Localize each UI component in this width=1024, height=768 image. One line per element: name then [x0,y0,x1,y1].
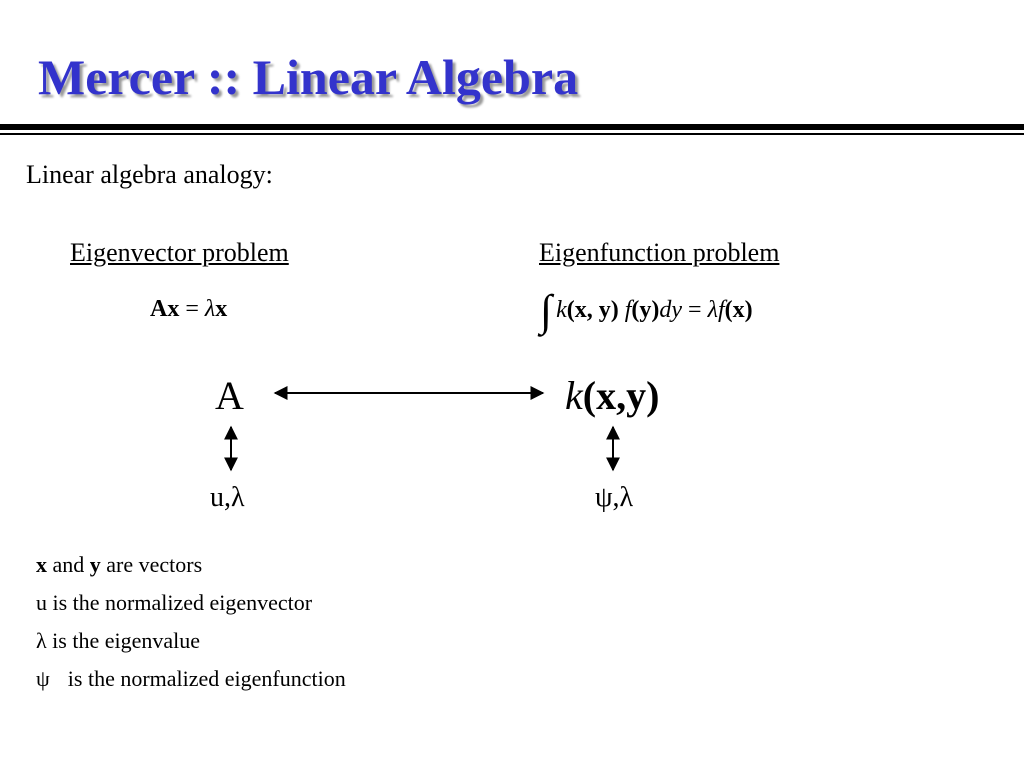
note-vectors [36,552,202,578]
note-eigenfunction-rest: is the normalized eigenfunction [67,666,346,691]
note-y: y [89,552,101,577]
eq-rhs: x [215,296,228,322]
note-vectors-rest: are vectors [100,552,203,577]
eq-lambda-right: λ [707,297,718,323]
eigenfunction-eigenvalue-pair: ψ,λ [595,482,634,513]
slide-title: Mercer :: Linear Algebra [38,49,579,105]
eq-x-arg: (x) [724,297,753,323]
eq-f2: f [717,297,725,323]
note-psi: ψ [36,666,50,691]
kernel-args: (x,y) [582,373,660,418]
intro-text: Linear algebra analogy: [26,160,273,189]
matrix-symbol: A [215,373,244,418]
note-eigenvalue-rest: is the eigenvalue [46,628,201,653]
kernel-k: k [565,373,583,418]
note-eigenvector: u is the normalized eigenvector [36,590,313,615]
eq-k: k [556,297,567,323]
eigenfunction-heading: Eigenfunction problem [539,238,780,267]
eigenvector-heading: Eigenvector problem [70,238,289,267]
eq-y-arg: (y) [631,297,660,323]
integral-sign: ∫ [540,286,553,335]
note-eigenvalue [36,628,200,654]
note-lambda: λ [36,628,47,653]
eigenvector-eigenvalue-pair: u,λ [210,482,245,513]
eq-lhs: Ax [150,296,180,322]
eq-lambda: λ [204,296,216,322]
note-and: and [47,552,90,577]
eq-f1: f [624,297,632,323]
note-eigenfunction [36,666,346,692]
eq-equals: = [185,296,199,322]
note-x: x [36,552,47,577]
eq-dy: dy [659,297,683,323]
eq-equals-right: = [688,297,702,323]
eq-args: (x, y) [566,297,619,323]
